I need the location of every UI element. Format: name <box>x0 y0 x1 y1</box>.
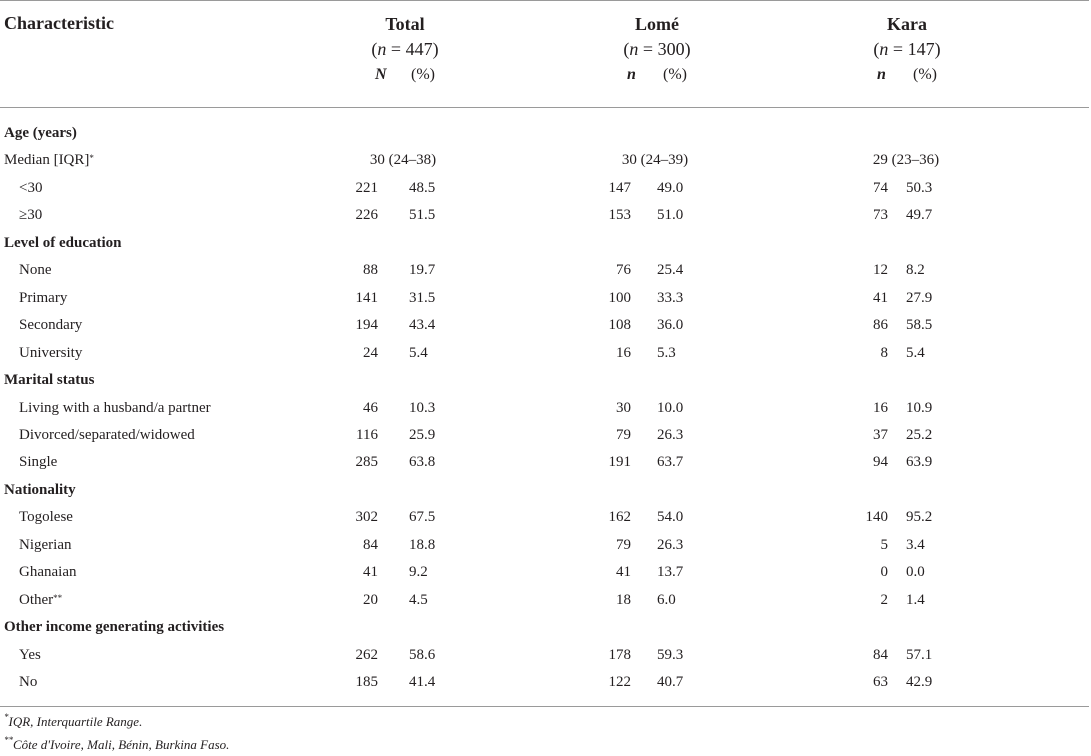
table-row <box>0 177 1089 204</box>
count-value: 116 <box>356 426 378 443</box>
section-label: Marital status <box>4 372 95 389</box>
count-value: 2 <box>880 591 888 608</box>
count-value: 84 <box>873 646 888 663</box>
percent-value: 5.3 <box>657 344 676 361</box>
count-value: 185 <box>355 674 378 690</box>
footnote-other: **Côte d'Ivoire, Mali, Bénin, Burkina Faso. <box>4 735 230 752</box>
table-row <box>0 561 1089 588</box>
count-value: 147 <box>608 179 631 196</box>
table-row <box>0 589 1089 616</box>
row-label: Divorced/separated/widowed <box>19 426 195 443</box>
count-value: 12 <box>873 262 888 279</box>
percent-value: 5.4 <box>409 344 428 361</box>
count-value: 194 <box>355 317 378 334</box>
percent-value: 63.7 <box>657 454 684 471</box>
section-row <box>0 369 1089 396</box>
table-row <box>0 534 1089 561</box>
median-value: 30 (24–38) <box>369 152 437 169</box>
column-header-total <box>360 12 450 87</box>
count-value: 141 <box>355 289 378 306</box>
section-row <box>0 122 1089 149</box>
percent-value: 10.3 <box>409 399 436 416</box>
percent-value: 51.5 <box>409 207 436 224</box>
table-row <box>0 287 1089 314</box>
column-subheader: n (%) <box>877 66 937 83</box>
table-top-rule <box>0 0 1089 1</box>
percent-value: 10.9 <box>906 399 933 416</box>
percent-value: 25.2 <box>906 426 933 443</box>
percent-value: 13.7 <box>657 564 684 581</box>
row-label: Yes <box>19 646 41 663</box>
percent-value: 9.2 <box>409 564 428 581</box>
percent-value: 19.7 <box>409 262 436 279</box>
table-bottom-rule <box>0 706 1089 707</box>
percent-value: 49.0 <box>657 179 684 196</box>
row-label: Single <box>19 454 58 471</box>
count-value: 76 <box>616 262 631 279</box>
percent-value: 54.0 <box>657 509 684 526</box>
count-value: 108 <box>608 317 631 334</box>
percent-value: 58.5 <box>906 317 933 334</box>
count-value: 191 <box>608 454 631 471</box>
row-label: University <box>19 344 83 361</box>
table-row <box>0 506 1089 533</box>
section-row <box>0 616 1089 643</box>
count-value: 5 <box>880 536 888 553</box>
row-label: Median [IQR]* <box>4 152 94 169</box>
percent-value: 3.4 <box>906 536 925 553</box>
count-value: 100 <box>608 289 631 306</box>
count-value: 285 <box>355 454 378 471</box>
percent-value: 95.2 <box>906 509 933 526</box>
percent-value: 26.3 <box>657 426 684 443</box>
table-row <box>0 671 1089 698</box>
count-value: 122 <box>608 674 631 690</box>
count-value: 37 <box>873 426 888 443</box>
section-label: Level of education <box>4 234 122 251</box>
percent-value: 5.4 <box>906 344 925 361</box>
row-label: <30 <box>19 179 43 196</box>
percent-value: 31.5 <box>409 289 436 306</box>
count-value: 0 <box>880 564 888 581</box>
percent-value: 10.0 <box>657 399 684 416</box>
table-row <box>0 149 1089 176</box>
percent-value: 40.7 <box>657 674 684 690</box>
row-label: ≥30 <box>19 207 43 224</box>
column-header-kara <box>862 12 952 87</box>
count-value: 162 <box>608 509 631 526</box>
row-label: Other** <box>19 591 63 608</box>
percent-value: 49.7 <box>906 207 933 224</box>
percent-value: 6.0 <box>657 591 676 608</box>
percent-value: 57.1 <box>906 646 933 663</box>
footnote-iqr: *IQR, Interquartile Range. <box>4 712 143 729</box>
percent-value: 42.9 <box>906 674 933 690</box>
percent-value: 33.3 <box>657 289 684 306</box>
row-label: Togolese <box>19 509 73 526</box>
count-value: 178 <box>608 646 631 663</box>
count-value: 153 <box>608 207 631 224</box>
row-label: Ghanaian <box>19 564 77 581</box>
percent-value: 48.5 <box>409 179 436 196</box>
count-value: 24 <box>363 344 378 361</box>
column-name: Lomé <box>635 14 679 34</box>
count-value: 20 <box>363 591 378 608</box>
percent-value: 36.0 <box>657 317 684 334</box>
count-value: 16 <box>616 344 631 361</box>
row-label: Nigerian <box>19 536 72 553</box>
column-name: Total <box>385 14 425 34</box>
percent-value: 0.0 <box>906 564 925 581</box>
count-value: 84 <box>363 536 378 553</box>
percent-value: 8.2 <box>906 262 925 279</box>
median-value: 29 (23–36) <box>872 152 940 169</box>
count-value: 46 <box>363 399 378 416</box>
count-value: 41 <box>363 564 378 581</box>
count-value: 30 <box>616 399 631 416</box>
percent-value: 1.4 <box>906 591 925 608</box>
row-label: Primary <box>19 289 68 306</box>
table-row <box>0 314 1089 341</box>
count-value: 18 <box>616 591 631 608</box>
column-subheader: n (%) <box>627 66 687 83</box>
percent-value: 18.8 <box>409 536 436 553</box>
count-value: 302 <box>355 509 378 526</box>
column-header-lome <box>612 12 702 87</box>
percent-value: 50.3 <box>906 179 933 196</box>
row-label: Secondary <box>19 317 83 334</box>
column-subheader: N (%) <box>375 66 435 83</box>
percent-value: 25.4 <box>657 262 684 279</box>
percent-value: 25.9 <box>409 426 436 443</box>
table-row <box>0 204 1089 231</box>
count-value: 79 <box>616 426 631 443</box>
count-value: 226 <box>355 207 378 224</box>
section-row <box>0 479 1089 506</box>
percent-value: 51.0 <box>657 207 684 224</box>
header-rule <box>0 107 1089 108</box>
count-value: 88 <box>363 262 378 279</box>
count-value: 63 <box>873 674 888 690</box>
count-value: 79 <box>616 536 631 553</box>
percent-value: 59.3 <box>657 646 684 663</box>
table-row <box>0 424 1089 451</box>
percent-value: 26.3 <box>657 536 684 553</box>
column-name: Kara <box>887 14 927 34</box>
row-label: No <box>19 674 38 690</box>
row-label: None <box>19 262 52 279</box>
percent-value: 4.5 <box>409 591 428 608</box>
percent-value: 67.5 <box>409 509 436 526</box>
count-value: 8 <box>880 344 888 361</box>
table-row <box>0 644 1089 671</box>
header-characteristic: Characteristic <box>4 13 114 33</box>
table-row <box>0 342 1089 369</box>
percent-value: 58.6 <box>409 646 436 663</box>
count-value: 140 <box>865 509 888 526</box>
count-value: 16 <box>873 399 888 416</box>
section-label: Other income generating activities <box>4 619 225 636</box>
count-value: 41 <box>873 289 888 306</box>
section-row <box>0 232 1089 259</box>
percent-value: 63.8 <box>409 454 436 471</box>
column-sample-size: (n = 147) <box>873 39 941 59</box>
count-value: 221 <box>355 179 378 196</box>
count-value: 86 <box>873 317 888 334</box>
median-value: 30 (24–39) <box>621 152 689 169</box>
percent-value: 27.9 <box>906 289 933 306</box>
count-value: 94 <box>873 454 888 471</box>
table-row <box>0 451 1089 478</box>
table-row <box>0 397 1089 424</box>
count-value: 74 <box>873 179 888 196</box>
count-value: 41 <box>616 564 631 581</box>
column-sample-size: (n = 447) <box>371 39 439 59</box>
column-sample-size: (n = 300) <box>623 39 691 59</box>
count-value: 73 <box>873 207 888 224</box>
section-label: Nationality <box>4 481 76 498</box>
count-value: 262 <box>355 646 378 663</box>
row-label: Living with a husband/a partner <box>19 399 211 416</box>
table-row <box>0 259 1089 286</box>
percent-value: 41.4 <box>409 674 436 690</box>
section-label: Age (years) <box>4 125 77 141</box>
percent-value: 63.9 <box>906 454 933 471</box>
percent-value: 43.4 <box>409 317 436 334</box>
